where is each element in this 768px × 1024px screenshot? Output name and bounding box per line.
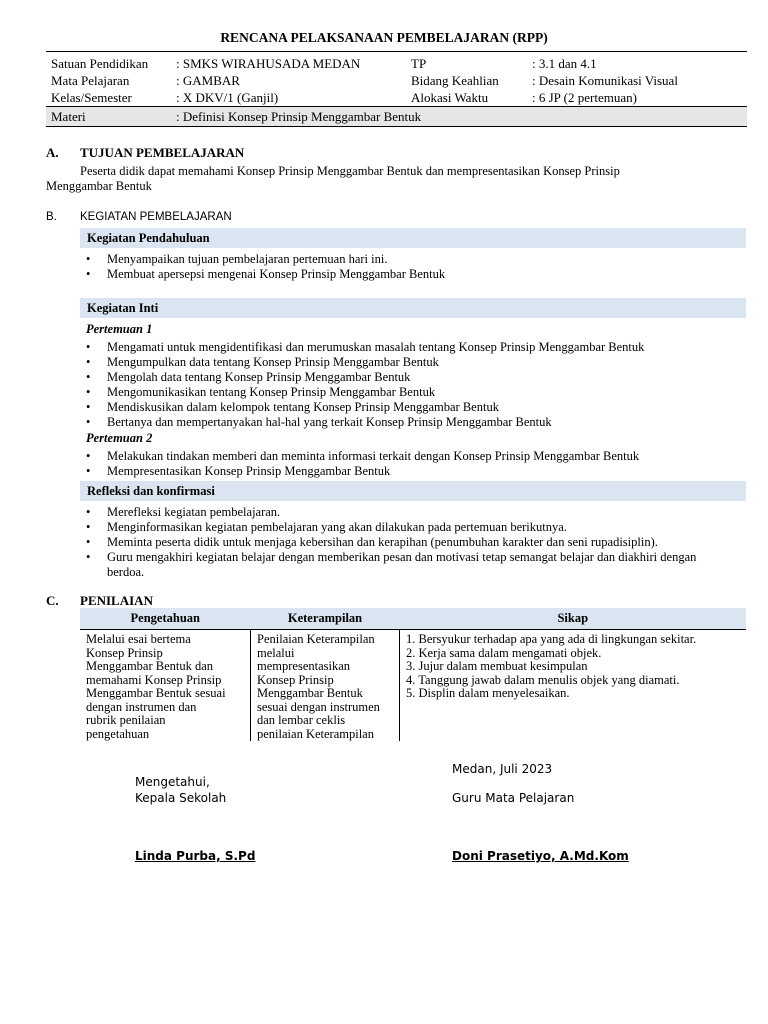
sikap-cell [400,630,747,742]
identity-row [46,52,747,73]
refleksi-header: Refleksi dan konfirmasi [80,481,746,501]
identity-value: : 3.1 dan 4.1 [527,52,747,73]
signature-right [452,761,629,864]
refleksi-list [80,505,740,580]
list-item: • Merefleksi kegiatan pembelajaran. [86,505,281,519]
column-header: Keterampilan [251,608,400,630]
inti-header: Kegiatan Inti [80,298,746,318]
pertemuan-2-list [80,449,740,479]
objective-line: Peserta didik dapat memahami Konsep Prinsip Menggambar Bentuk dan mempresentasikan Konsep Prinsip [80,164,620,178]
list-item: • Mengomunikasikan tentang Konsep Prinsip Menggambar Bentuk [86,385,436,399]
list-item: • Meminta peserta didik untuk menjaga kebersihan dan kerapihan (penumbuhan karakter dan seni rupadisiplin). [86,535,658,549]
principal-role: Kepala Sekolah [135,791,227,805]
identity-table [46,51,747,127]
place-date: Medan, Juli 2023 [452,762,553,776]
objective-line: Menggambar Bentuk [46,179,152,193]
identity-label: Bidang Keahlian [411,73,499,88]
teacher-name: Doni Prasetiyo, A.Md.Kom [452,849,629,863]
section-letter: C. [46,593,59,608]
section-b-heading [46,211,232,223]
keterampilan-cell: Penilaian Keterampilan melalui mempresentasikan Konsep Prinsip Menggambar Bentuk sesuai dengan instrumen dan lembar ceklis penilaian Keterampilan [251,630,400,742]
identity-value: : Desain Komunikasi Visual [532,73,678,88]
pengetahuan-cell: Melalui esai bertema Konsep Prinsip Menggambar Bentuk dan memahami Konsep Prinsip Menggambar Bentuk sesuai dengan instrumen dan rubrik penilaian pengetahuan [80,630,251,742]
signature-left [135,774,255,864]
list-item: 1. Bersyukur terhadap apa yang ada di lingkungan sekitar. [406,632,697,646]
pendahuluan-list [80,252,740,282]
section-letter: A. [46,145,59,160]
list-item: 3. Jujur dalam membuat kesimpulan [406,659,588,673]
list-item: • Mempresentasikan Konsep Prinsip Menggambar Bentuk [86,464,391,478]
identity-label: Kelas/Semester [51,90,132,105]
identity-value: : GAMBAR [176,73,240,88]
pertemuan-1-label: Pertemuan 1 [86,322,153,336]
materi-label: Materi [46,107,171,127]
assessment-table [80,608,746,741]
identity-label: Satuan Pendidikan [46,52,171,73]
list-item: • Menyampaikan tujuan pembelajaran pertemuan hari ini. [86,252,388,266]
acknowledge-label: Mengetahui, [135,775,210,789]
identity-value: : SMKS WIRAHUSADA MEDAN [171,52,406,73]
list-item: 4. Tanggung jawab dalam menulis objek yang diamati. [406,672,680,687]
pertemuan-1-list [80,340,740,430]
list-item: • Guru mengakhiri kegiatan belajar dengan memberikan pesan dan motivasi tetap semangat belajar dan diakhiri dengan berdoa. [86,550,697,579]
identity-value: : X DKV/1 (Ganjil) [176,90,279,105]
list-item: • Melakukan tindakan memberi dan meminta informasi terkait dengan Konsep Prinsip Menggambar Bentuk [86,449,640,463]
assessment-row [80,630,746,742]
section-a-text [46,164,696,194]
section-title: KEGIATAN PEMBELAJARAN [80,211,232,223]
section-letter: B. [46,211,57,223]
section-a-heading [46,145,244,161]
materi-row [46,107,747,127]
document-title: RENCANA PELAKSANAAN PEMBELAJARAN (RPP) [220,30,548,45]
identity-label: TP [406,52,527,73]
list-item: • Menginformasikan kegiatan pembelajaran yang akan dilakukan pada pertemuan berikutnya. [86,520,567,534]
section-title: TUJUAN PEMBELAJARAN [80,145,245,160]
identity-row [46,72,747,89]
list-item: 5. Displin dalam menyelesaikan. [406,686,570,700]
column-header: Pengetahuan [80,608,251,630]
pendahuluan-header: Kegiatan Pendahuluan [80,228,746,248]
list-item: • Membuat apersepsi mengenai Konsep Prinsip Menggambar Bentuk [86,267,446,281]
principal-name: Linda Purba, S.Pd [135,849,256,863]
column-header: Sikap [400,608,747,630]
section-title: PENILAIAN [80,593,153,608]
section-c-heading [46,593,153,609]
teacher-role: Guru Mata Pelajaran [452,791,575,805]
identity-label: Alokasi Waktu [411,90,489,105]
identity-label: Mata Pelajaran [51,73,130,88]
list-item: • Mengamati untuk mengidentifikasi dan merumuskan masalah tentang Konsep Prinsip Menggambar Bentuk [86,340,645,354]
list-item: • Bertanya dan mempertanyakan hal-hal yang terkait Konsep Prinsip Menggambar Bentuk [86,415,552,429]
list-item: • Mendiskusikan dalam kelompok tentang Konsep Prinsip Menggambar Bentuk [86,400,499,414]
identity-value: : 6 JP (2 pertemuan) [532,90,637,105]
list-item: • Mengumpulkan data tentang Konsep Prinsip Menggambar Bentuk [86,355,439,369]
pertemuan-2-label: Pertemuan 2 [86,431,153,445]
identity-row [46,89,747,107]
materi-value: : Definisi Konsep Prinsip Menggambar Bentuk [171,107,747,127]
list-item: • Mengolah data tentang Konsep Prinsip Menggambar Bentuk [86,370,411,384]
assessment-header-row [80,608,746,630]
list-item: 2. Kerja sama dalam mengamati objek. [406,645,602,660]
